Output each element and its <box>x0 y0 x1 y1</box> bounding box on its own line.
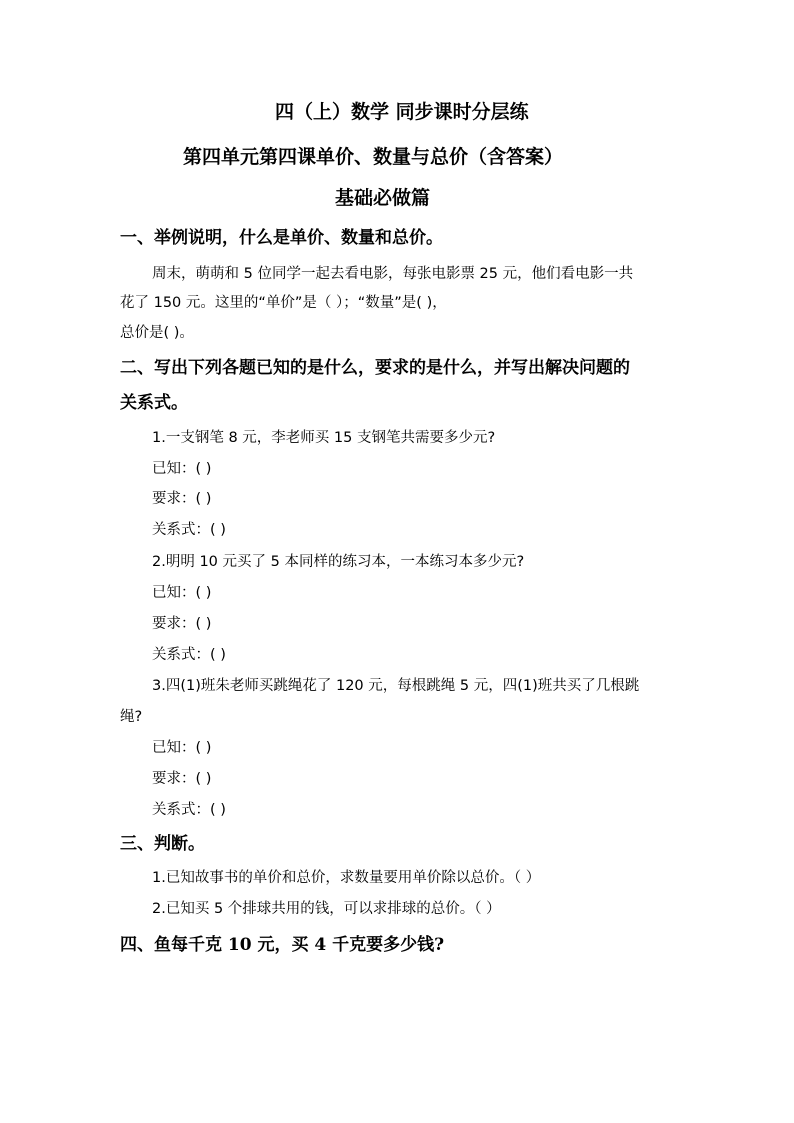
question-1-relation: 关系式：( ) <box>152 522 226 538</box>
question-1-known: 已知：( ) <box>152 461 212 477</box>
question-2-known: 已知：( ) <box>152 585 212 601</box>
section1-line3: 总价是( )。 <box>120 325 194 341</box>
section2-heading-line1: 二、写出下列各题已知的是什么，要求的是什么，并写出解决问题的 <box>120 358 630 378</box>
question-2-text: 2.明明 10 元买了 5 本同样的练习本，一本练习本多少元? <box>152 554 525 570</box>
judge-item-2: 2.已知买 5 个排球共用的钱，可以求排球的总价。（ ） <box>152 901 501 917</box>
question-1-text: 1.一支钢笔 8 元，李老师买 15 支钢笔共需要多少元? <box>152 430 496 446</box>
section2-heading-line2: 关系式。 <box>120 393 188 413</box>
question-3-known: 已知：( ) <box>152 740 212 756</box>
question-1-ask: 要求：( ) <box>152 491 212 507</box>
section4-heading: 四、鱼每千克 10 元，买 4 千克要多少钱? <box>120 935 445 955</box>
level-label: 基础必做篇 <box>335 187 431 209</box>
judge-item-1: 1.已知故事书的单价和总价，求数量要用单价除以总价。（ ） <box>152 870 541 886</box>
question-3-text-line1: 3.四(1)班朱老师买跳绳花了 120 元，每根跳绳 5 元，四(1)班共买了几根跳 <box>152 678 640 694</box>
question-3-relation: 关系式：( ) <box>152 802 226 818</box>
question-3-ask: 要求：( ) <box>152 771 212 787</box>
section1-line1: 周末，萌萌和 5 位同学一起去看电影，每张电影票 25 元，他们看电影一共 <box>152 266 634 282</box>
question-2-ask: 要求：( ) <box>152 616 212 632</box>
question-3-text-line2: 绳? <box>120 709 143 725</box>
question-2-relation: 关系式：( ) <box>152 647 226 663</box>
page-subtitle: 第四单元第四课单价、数量与总价（含答案） <box>183 146 564 168</box>
section1-heading: 一、举例说明，什么是单价、数量和总价。 <box>120 228 443 248</box>
page-title: 四（上）数学 同步课时分层练 <box>275 101 529 123</box>
section3-heading: 三、判断。 <box>120 834 205 854</box>
section1-line2: 花了 150 元。这里的“单价”是（ ）；“数量”是( )， <box>120 295 447 311</box>
